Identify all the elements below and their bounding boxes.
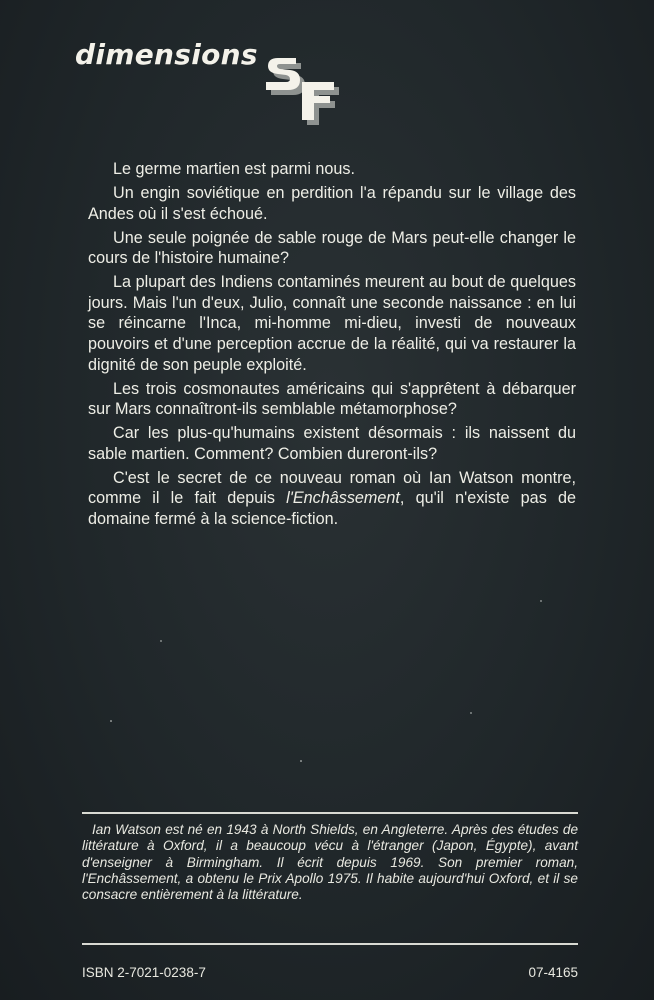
dust-speck <box>540 600 542 602</box>
dust-speck <box>160 640 162 642</box>
series-name: dimensions <box>75 38 258 71</box>
dust-speck <box>110 720 112 722</box>
catalog-code: 07-4165 <box>528 965 578 980</box>
blurb-paragraph: Car les plus-qu'humains existent désormais : ils naissent du sable martien. Comment? Combien dureront-ils? <box>88 424 576 463</box>
divider-top <box>82 812 578 814</box>
book-title-reference: l'Enchâssement <box>286 489 400 508</box>
blurb-text: , qu'il n'existe pas de domaine fermé à la science-fiction. <box>88 489 576 528</box>
dust-speck <box>300 760 302 762</box>
blurb-text: C'est le secret de ce nouveau roman où Ian Watson montre, comme il le fait depuis <box>88 468 576 508</box>
dust-speck <box>470 712 472 714</box>
blurb-paragraph: Un engin soviétique en perdition l'a répandu sur le village des Andes où il s'est échoué. <box>88 183 576 223</box>
blurb-paragraph: Une seule poignée de sable rouge de Mars peut-elle changer le cours de l'histoire humaine? <box>88 228 576 268</box>
sf-logo-icon <box>262 46 344 130</box>
blurb-paragraph-last <box>88 468 576 530</box>
back-cover-blurb <box>88 159 576 533</box>
blurb-paragraph: La plupart des Indiens contaminés meurent au bout de quelques jours. Mais l'un d'eux, Julio, connaît une seconde naissance : en lui se réincarne l'Inca, mi-homme mi-dieu, investi de nouveaux pouvoirs et d'une perception accrue de la réalité, qui va restaurer la dignité de son peuple exploité. <box>88 273 576 374</box>
blurb-paragraph: Le germe martien est parmi nous. <box>113 160 356 178</box>
divider-bottom <box>82 943 578 945</box>
blurb-paragraph: Les trois cosmonautes américains qui s'apprêtent à débarquer sur Mars connaîtront-ils semblable métamorphose? <box>88 379 576 419</box>
isbn-number: ISBN 2-7021-0238-7 <box>82 965 206 980</box>
author-biography: Ian Watson est né en 1943 à North Shields, en Angleterre. Après des études de littérature à Oxford, il a beaucoup vécu à l'étranger (Japon, Égypte), avant d'enseigner à Birmingham. Il écrit depuis 1969. Son premier roman, l'Enchâssement, a obtenu le Prix Apollo 1975. Il habite aujourd'hui Oxford, et il se consacre entièrement à la littérature. <box>82 822 578 903</box>
